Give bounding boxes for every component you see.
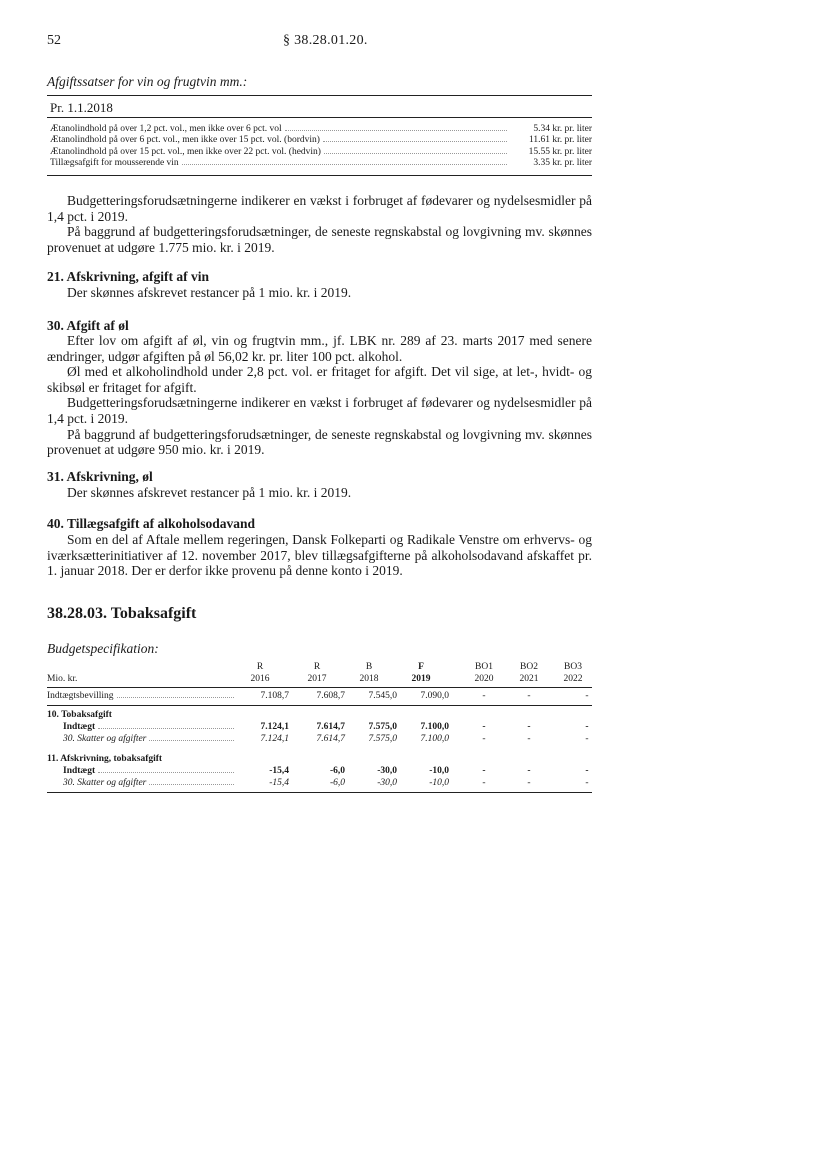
table-cell: 7.124,1 <box>260 722 289 732</box>
table-cell: - <box>527 766 531 776</box>
col-year: 2021 <box>519 674 539 684</box>
table-cell: - <box>527 691 531 701</box>
paragraph-text: Budgetteringsforudsætningerne indikerer en vækst i forbruget af fødevarer og nydelsesmidler på 1,4 pct. i 2019. <box>47 395 592 426</box>
col-year: 2017 <box>307 674 327 684</box>
rate-description: Tillægsafgift for mousserende vin <box>50 157 179 168</box>
paragraph-21 <box>67 285 592 301</box>
col-type: F <box>418 662 424 672</box>
paragraph-text: Som en del af Aftale mellem regeringen, Dansk Folkeparti og Radikale Venstre om erhvervs- og iværksætterinitiativer af 12. november 2017, blev tillægsafgifterne på alkoholsodavand afskaffet pr. 1. januar 2018. Der er derfor ikke provenu på denne konto i 2019. <box>47 532 592 579</box>
table-cell: -15,4 <box>269 778 289 788</box>
table-cell: -30,0 <box>377 778 397 788</box>
dot-leader <box>149 784 234 785</box>
dot-leader <box>182 164 507 165</box>
paragraph-text: Budgetteringsforudsætningerne indikerer en vækst i forbruget af fødevarer og nydelsesmidler på 1,4 pct. i 2019. <box>47 193 592 224</box>
table-cell: - <box>585 778 589 788</box>
table-cell: - <box>482 722 486 732</box>
table-cell: - <box>482 778 486 788</box>
heading-30: 30. Afgift af øl <box>47 318 129 333</box>
rates-date-rule <box>47 117 592 118</box>
table-cell: 7.575,0 <box>368 722 397 732</box>
table-header-rule <box>47 687 592 688</box>
rate-value: 3.35 kr. pr. liter <box>533 157 592 168</box>
dot-leader <box>98 772 234 773</box>
paragraph-text: Øl med et alkoholindhold under 2,8 pct. vol. er fritaget for afgift. Det vil sige, at let-, hvidt- og skibsøl er fritaget for afgift. <box>47 364 592 395</box>
unit-label: Mio. kr. <box>47 674 78 684</box>
table-rule <box>47 705 592 706</box>
table-row-label <box>47 691 237 701</box>
table-cell: 7.090,0 <box>420 691 449 701</box>
table-cell: -6,0 <box>329 766 345 776</box>
col-year: 2022 <box>563 674 583 684</box>
rate-row <box>50 147 592 158</box>
col-type: R <box>313 662 321 672</box>
dot-leader <box>149 740 234 741</box>
table-cell: - <box>482 734 486 744</box>
table-cell: -6,0 <box>329 778 345 788</box>
paragraph-growth <box>47 193 592 255</box>
col-year: 2018 <box>359 674 379 684</box>
table-group-label: 10. Tobaksafgift <box>47 710 112 720</box>
dot-leader <box>324 153 507 154</box>
table-cell: 7.100,0 <box>420 734 449 744</box>
col-year: 2020 <box>474 674 494 684</box>
rate-description: Ætanolindhold på over 15 pct. vol., men ikke over 22 pct. vol. (hedvin) <box>50 146 321 157</box>
row-label-text: 30. Skatter og afgifter <box>63 734 147 744</box>
table-cell: 7.614,7 <box>316 734 345 744</box>
col-type: B <box>365 662 373 672</box>
budget-caption: Budgetspecifikation: <box>47 641 159 656</box>
rates-top-rule <box>47 95 592 96</box>
rate-description: Ætanolindhold på over 1,2 pct. vol., men ikke over 6 pct. vol <box>50 124 282 134</box>
paragraph-30 <box>47 333 592 458</box>
table-cell: 7.614,7 <box>316 722 345 732</box>
rate-row <box>50 158 592 169</box>
table-cell: 7.608,7 <box>316 691 345 701</box>
table-cell: - <box>527 734 531 744</box>
table-row-label <box>63 778 237 788</box>
section-heading-tobacco: 38.28.03. Tobaksafgift <box>47 605 197 622</box>
table-cell: - <box>482 766 486 776</box>
table-cell: -10,0 <box>429 766 449 776</box>
heading-31: 31. Afskrivning, øl <box>47 469 153 484</box>
table-cell: -10,0 <box>429 778 449 788</box>
table-cell: - <box>482 691 486 701</box>
dot-leader <box>285 130 507 131</box>
table-cell: 7.545,0 <box>368 691 397 701</box>
section-reference: § 38.28.01.20. <box>283 33 368 48</box>
rates-date: Pr. 1.1.2018 <box>50 100 113 115</box>
table-row-label <box>63 734 237 744</box>
rate-row <box>50 124 592 135</box>
col-type: BO1 <box>475 662 493 672</box>
rate-value: 15.55 kr. pr. liter <box>528 146 592 157</box>
paragraph-text: Efter lov om afgift af øl, vin og frugtvin mm., jf. LBK nr. 289 af 23. marts 2017 med senere ændringer, udgør afgiften på øl 56,02 kr. pr. liter 100 pct. alkohol. <box>47 333 592 364</box>
col-type: BO3 <box>564 662 582 672</box>
table-bottom-rule <box>47 792 592 793</box>
table-cell: - <box>585 691 589 701</box>
rate-description: Ætanolindhold på over 6 pct. vol., men ikke over 15 pct. vol. (bordvin) <box>50 135 320 146</box>
paragraph-text: På baggrund af budgetteringsforudsætninger, de seneste regnskabstal og lovgivning mv. skønnes provenuet at udgøre 950 mio. kr. i 2019. <box>47 426 592 458</box>
rate-value: 11.61 kr. pr. liter <box>529 135 592 146</box>
table-cell: 7.124,1 <box>260 734 289 744</box>
paragraph-text: På baggrund af budgetteringsforudsætninger, de seneste regnskabstal og lovgivning mv. skønnes provenuet at udgøre 1.775 mio. kr. i 2019. <box>47 224 592 255</box>
paragraph-text: Der skønnes afskrevet restancer på 1 mio. kr. i 2019. <box>67 285 352 300</box>
dot-leader <box>98 728 234 729</box>
rate-value: 5.34 kr. pr. liter <box>533 124 592 134</box>
row-label-text: 30. Skatter og afgifter <box>63 778 147 788</box>
heading-40: 40. Tillægsafgift af alkoholsodavand <box>47 516 256 531</box>
page-number: 52 <box>47 33 61 48</box>
table-cell: - <box>585 766 589 776</box>
dot-leader <box>117 697 235 698</box>
table-group-label: 11. Afskrivning, tobaksafgift <box>47 754 163 764</box>
rates-caption: Afgiftssatser for vin og frugtvin mm.: <box>47 74 248 89</box>
table-cell: 7.108,7 <box>260 691 289 701</box>
table-row-label <box>63 766 237 776</box>
table-cell: -15,4 <box>269 766 289 776</box>
table-cell: - <box>527 722 531 732</box>
table-cell: - <box>585 734 589 744</box>
dot-leader <box>323 141 507 142</box>
row-label-text: Indtægt <box>63 722 96 732</box>
row-label-text: Indtægtsbevilling <box>47 691 114 701</box>
col-type: BO2 <box>520 662 538 672</box>
rates-bottom-rule <box>47 175 592 176</box>
paragraph-31 <box>67 485 592 501</box>
rate-row <box>50 135 592 146</box>
table-cell: - <box>527 778 531 788</box>
col-year: 2016 <box>250 674 270 684</box>
paragraph-text: Der skønnes afskrevet restancer på 1 mio. kr. i 2019. <box>67 485 352 500</box>
table-cell: 7.100,0 <box>420 722 449 732</box>
heading-21: 21. Afskrivning, afgift af vin <box>47 269 210 284</box>
table-row-label <box>63 722 237 732</box>
row-label-text: Indtægt <box>63 766 96 776</box>
col-type: R <box>256 662 264 672</box>
col-year: 2019 <box>411 674 431 684</box>
table-cell: 7.575,0 <box>368 734 397 744</box>
paragraph-40 <box>47 532 592 579</box>
table-cell: -30,0 <box>377 766 397 776</box>
rates-list <box>50 124 592 169</box>
table-cell: - <box>585 722 589 732</box>
